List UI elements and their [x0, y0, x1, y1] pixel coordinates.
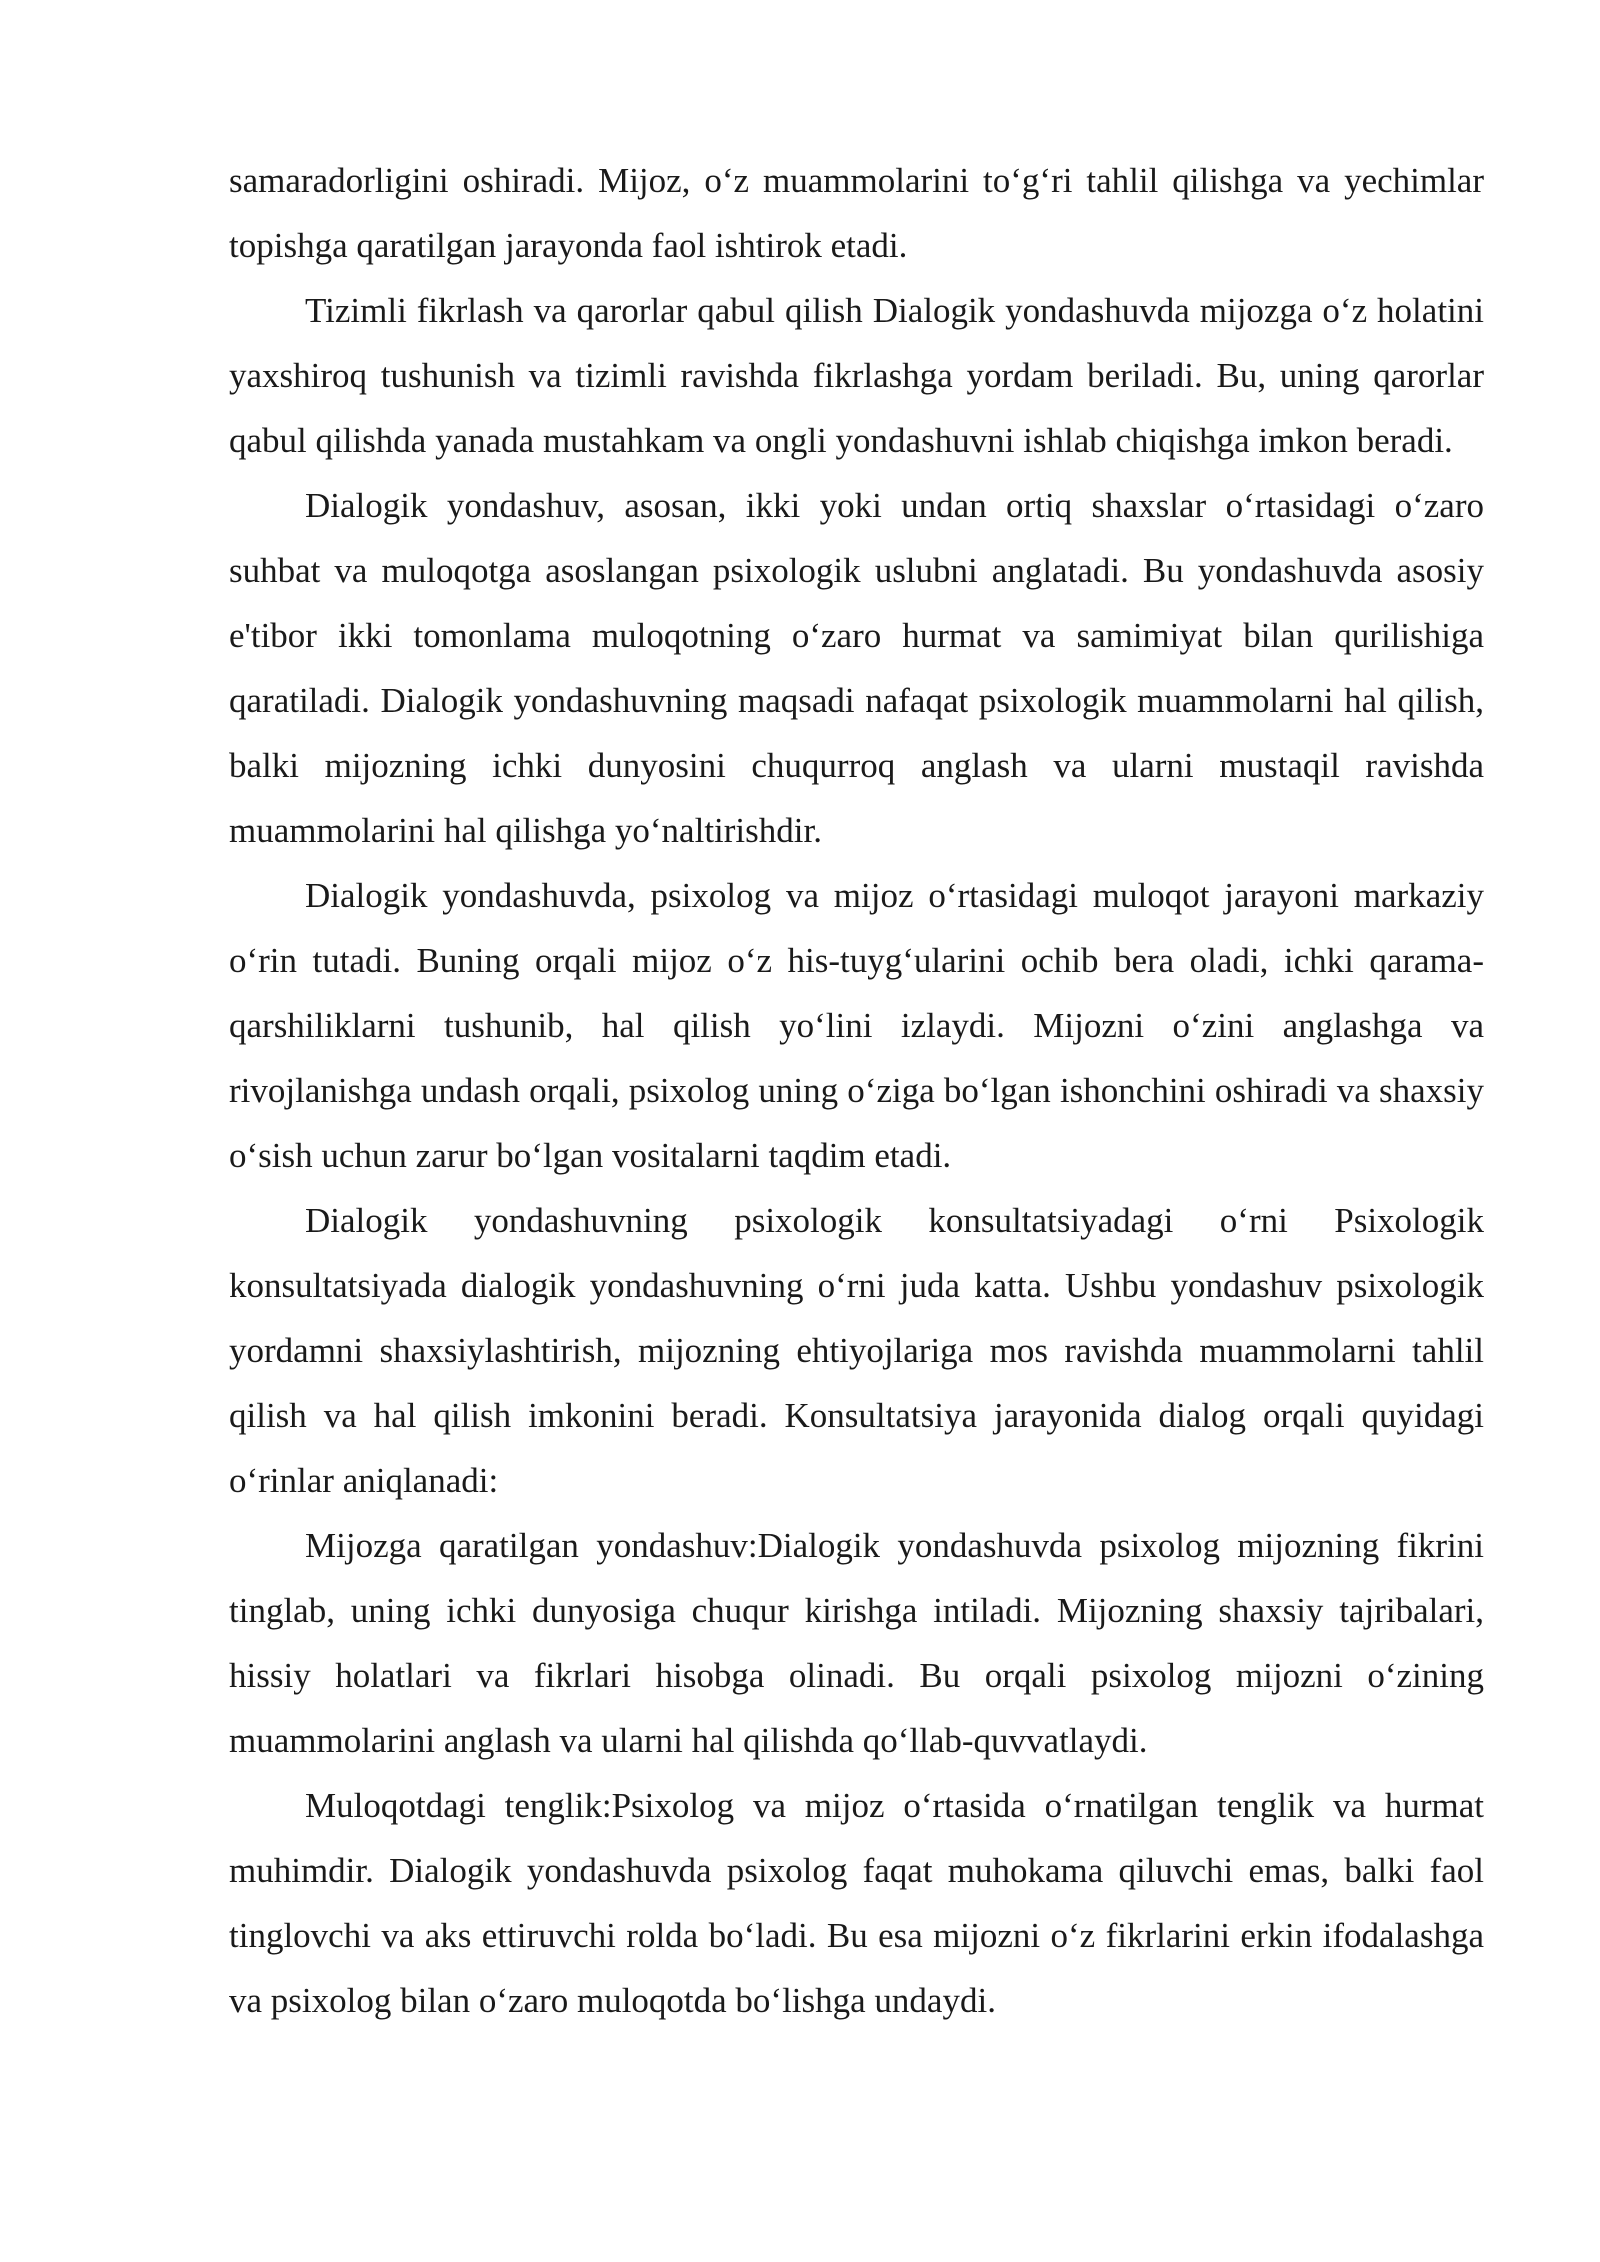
paragraph-2: Tizimli fikrlash va qarorlar qabul qilish Dialogik yondashuvda mijozga o‘z holatini yaxshiroq tushunish va tizimli ravishda fikrlashga yordam beriladi. Bu, uning qarorlar qabul qilishda yanada mustahkam va ongli yondashuvni ishlab chiqishga imkon beradi.	[229, 291, 1484, 460]
document-body	[229, 148, 1484, 2033]
paragraph-1: samaradorligini oshiradi. Mijoz, o‘z muammolarini to‘g‘ri tahlil qilishga va yechimlar topishga qaratilgan jarayonda faol ishtirok etadi.	[229, 161, 1484, 265]
paragraph-6: Mijozga qaratilgan yondashuv:Dialogik yondashuvda psixolog mijozning fikrini tinglab, uning ichki dunyosiga chuqur kirishga intiladi. Mijozning shaxsiy tajribalari, hissiy holatlari va fikrlari hisobga olinadi. Bu orqali psixolog mijozni o‘zining muammolarini anglash va ularni hal qilishda qo‘llab-quvvatlaydi.	[229, 1526, 1484, 1760]
paragraph-4: Dialogik yondashuvda, psixolog va mijoz o‘rtasidagi muloqot jarayoni markaziy o‘rin tutadi. Buning orqali mijoz o‘z his-tuyg‘ularini ochib bera oladi, ichki qarama-qarshiliklarni tushunib, hal qilish yo‘lini izlaydi. Mijozni o‘zini anglashga va rivojlanishga undash orqali, psixolog uning o‘ziga bo‘lgan ishonchini oshiradi va shaxsiy o‘sish uchun zarur bo‘lgan vositalarni taqdim etadi.	[229, 876, 1484, 1175]
paragraph-5: Dialogik yondashuvning psixologik konsultatsiyadagi o‘rni Psixologik konsultatsiyada dialogik yondashuvning o‘rni juda katta. Ushbu yondashuv psixologik yordamni shaxsiylashtirish, mijozning ehtiyojlariga mos ravishda muammolarni tahlil qilish va hal qilish imkonini beradi. Konsultatsiya jarayonida dialog orqali quyidagi o‘rinlar aniqlanadi:	[229, 1201, 1484, 1500]
paragraph-3: Dialogik yondashuv, asosan, ikki yoki undan ortiq shaxslar o‘rtasidagi o‘zaro suhbat va muloqotga asoslangan psixologik uslubni anglatadi. Bu yondashuvda asosiy e'tibor ikki tomonlama muloqotning o‘zaro hurmat va samimiyat bilan qurilishiga qaratiladi. Dialogik yondashuvning maqsadi nafaqat psixologik muammolarni hal qilish, balki mijozning ichki dunyosini chuqurroq anglash va ularni mustaqil ravishda muammolarini hal qilishga yo‘naltirishdir.	[229, 486, 1484, 850]
paragraph-7: Muloqotdagi tenglik:Psixolog va mijoz o‘rtasida o‘rnatilgan tenglik va hurmat muhimdir. Dialogik yondashuvda psixolog faqat muhokama qiluvchi emas, balki faol tinglovchi va aks ettiruvchi rolda bo‘ladi. Bu esa mijozni o‘z fikrlarini erkin ifodalashga va psixolog bilan o‘zaro muloqotda bo‘lishga undaydi.	[229, 1786, 1484, 2020]
